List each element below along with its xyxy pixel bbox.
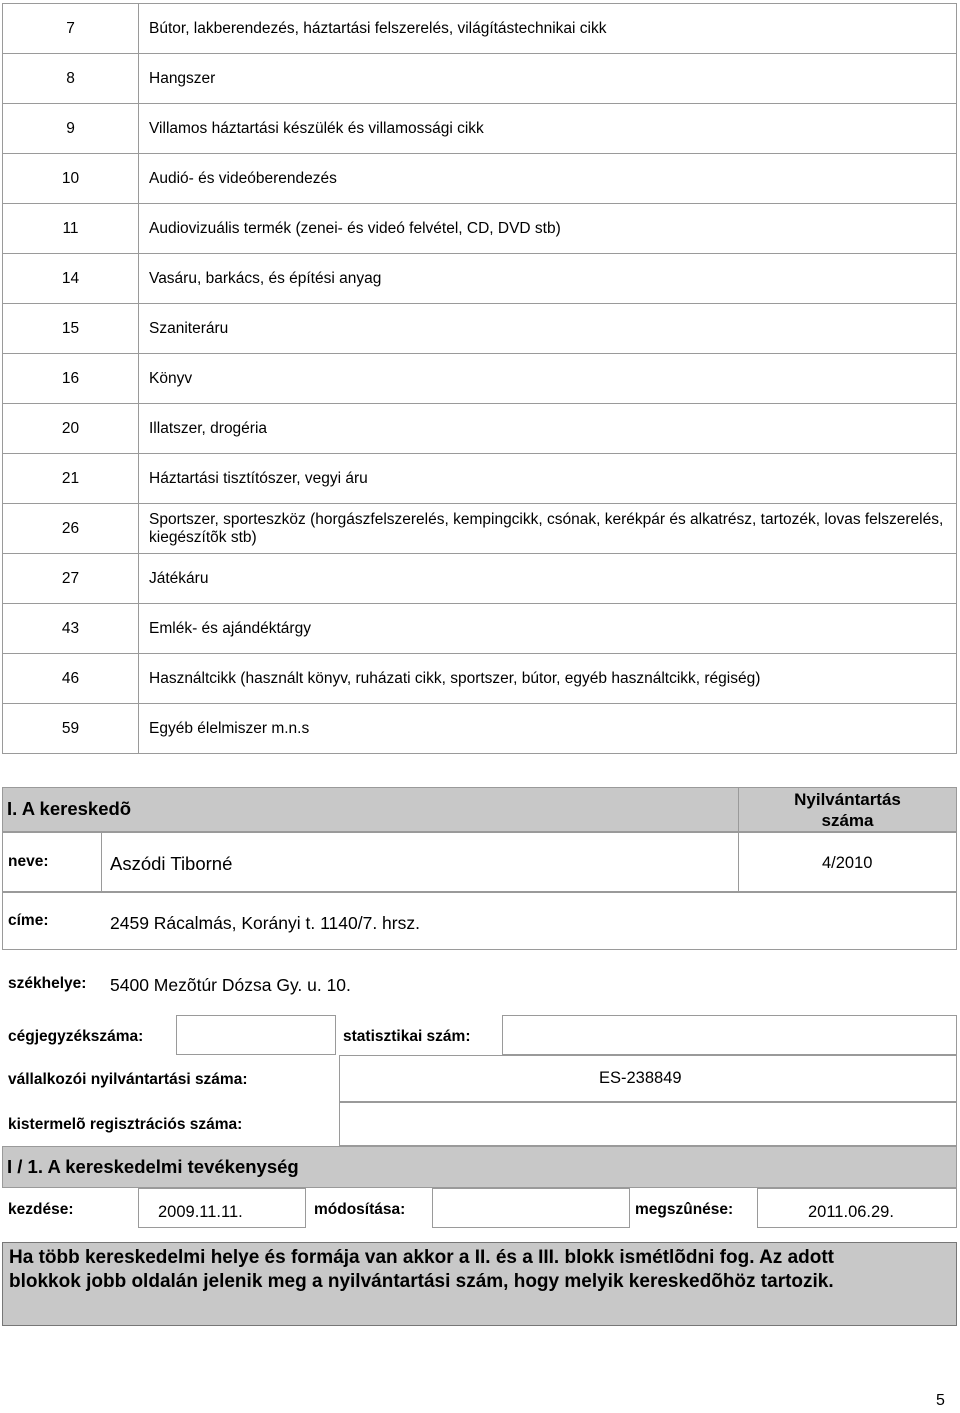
entrepreneur-label: vállalkozói nyilvántartási száma:	[8, 1071, 248, 1088]
product-code: 20	[3, 404, 139, 454]
product-code: 43	[3, 604, 139, 654]
reg-number-header-line2: száma	[821, 811, 874, 830]
product-code: 7	[3, 4, 139, 54]
table-row	[3, 704, 957, 754]
table-row	[3, 204, 957, 254]
entrepreneur-value: ES-238849	[599, 1069, 682, 1087]
product-name: Audió- és videóberendezés	[139, 154, 957, 204]
table-row	[3, 354, 957, 404]
product-name: Illatszer, drogéria	[139, 404, 957, 454]
product-name: Vasáru, barkács, és építési anyag	[139, 254, 957, 304]
table-row	[3, 554, 957, 604]
end-value: 2011.06.29.	[808, 1203, 894, 1221]
seat-label: székhelye:	[8, 975, 87, 992]
product-name: Háztartási tisztítószer, vegyi áru	[139, 454, 957, 504]
activity-section-title: I / 1. A kereskedelmi tevékenység	[7, 1156, 299, 1177]
product-name: Egyéb élelmiszer m.n.s	[139, 704, 957, 754]
product-code: 46	[3, 654, 139, 704]
product-name: Emlék- és ajándéktárgy	[139, 604, 957, 654]
reg-number-value: 4/2010	[822, 854, 873, 872]
stat-value-cell	[502, 1015, 957, 1055]
start-value: 2009.11.11.	[158, 1203, 243, 1221]
product-code: 15	[3, 304, 139, 354]
seat-value: 5400 Mezõtúr Dózsa Gy. u. 10.	[110, 975, 351, 995]
product-name: Játékáru	[139, 554, 957, 604]
product-code: 27	[3, 554, 139, 604]
address-label: címe:	[8, 912, 49, 929]
address-value: 2459 Rácalmás, Korányi t. 1140/7. hrsz.	[110, 913, 420, 933]
product-code: 8	[3, 54, 139, 104]
reg-number-header-line1: Nyilvántartás	[794, 790, 901, 809]
product-code: 14	[3, 254, 139, 304]
product-code: 11	[3, 204, 139, 254]
table-row	[3, 254, 957, 304]
table-row	[3, 404, 957, 454]
product-name: Villamos háztartási készülék és villamossági cikk	[139, 104, 957, 154]
company-reg-label: cégjegyzékszáma:	[8, 1028, 144, 1045]
product-code: 59	[3, 704, 139, 754]
product-code: 16	[3, 354, 139, 404]
product-code: 26	[3, 504, 139, 554]
product-name: Könyv	[139, 354, 957, 404]
product-name: Bútor, lakberendezés, háztartási felszerelés, világítástechnikai cikk	[139, 4, 957, 54]
table-row	[3, 454, 957, 504]
product-name: Audiovizuális termék (zenei- és videó felvétel, CD, DVD stb)	[139, 204, 957, 254]
product-category-table	[2, 3, 957, 754]
trader-section-title: I. A kereskedõ	[7, 798, 132, 819]
table-row	[3, 504, 957, 554]
product-name: Szaniteráru	[139, 304, 957, 354]
modify-value-cell	[432, 1188, 630, 1228]
product-code: 21	[3, 454, 139, 504]
end-label: megszûnése:	[635, 1201, 734, 1218]
product-code: 9	[3, 104, 139, 154]
table-row	[3, 154, 957, 204]
product-name: Használtcikk (használt könyv, ruházati cikk, sportszer, bútor, egyéb használtcikk, régiség)	[139, 654, 957, 704]
table-row	[3, 54, 957, 104]
farmer-label: kistermelõ regisztrációs száma:	[8, 1116, 243, 1133]
start-label: kezdése:	[8, 1201, 74, 1218]
table-row	[3, 304, 957, 354]
name-label: neve:	[8, 853, 49, 870]
table-row	[3, 4, 957, 54]
product-name: Sportszer, sporteszköz (horgászfelszerelés, kempingcikk, csónak, kerékpár és alkatrész, tartozék, lovas felszerelés, kiegészítõk stb)	[139, 504, 957, 554]
stat-label: statisztikai szám:	[343, 1028, 471, 1045]
product-code: 10	[3, 154, 139, 204]
note-text: Ha több kereskedelmi helye és formája van akkor a II. és a III. blokk ismétlõdni fog. Az adott blokkok jobb oldalán jelenik meg a nyilvántartási szám, hogy melyik kereskedõhöz tartozik.	[9, 1247, 835, 1292]
table-row	[3, 104, 957, 154]
modify-label: módosítása:	[314, 1201, 406, 1218]
product-name: Hangszer	[139, 54, 957, 104]
farmer-value-cell	[339, 1102, 957, 1146]
company-reg-value-cell	[176, 1015, 336, 1055]
reg-number-header	[738, 789, 957, 831]
table-row	[3, 604, 957, 654]
name-value: Aszódi Tiborné	[110, 853, 233, 874]
table-row	[3, 654, 957, 704]
page-number: 5	[936, 1392, 945, 1409]
